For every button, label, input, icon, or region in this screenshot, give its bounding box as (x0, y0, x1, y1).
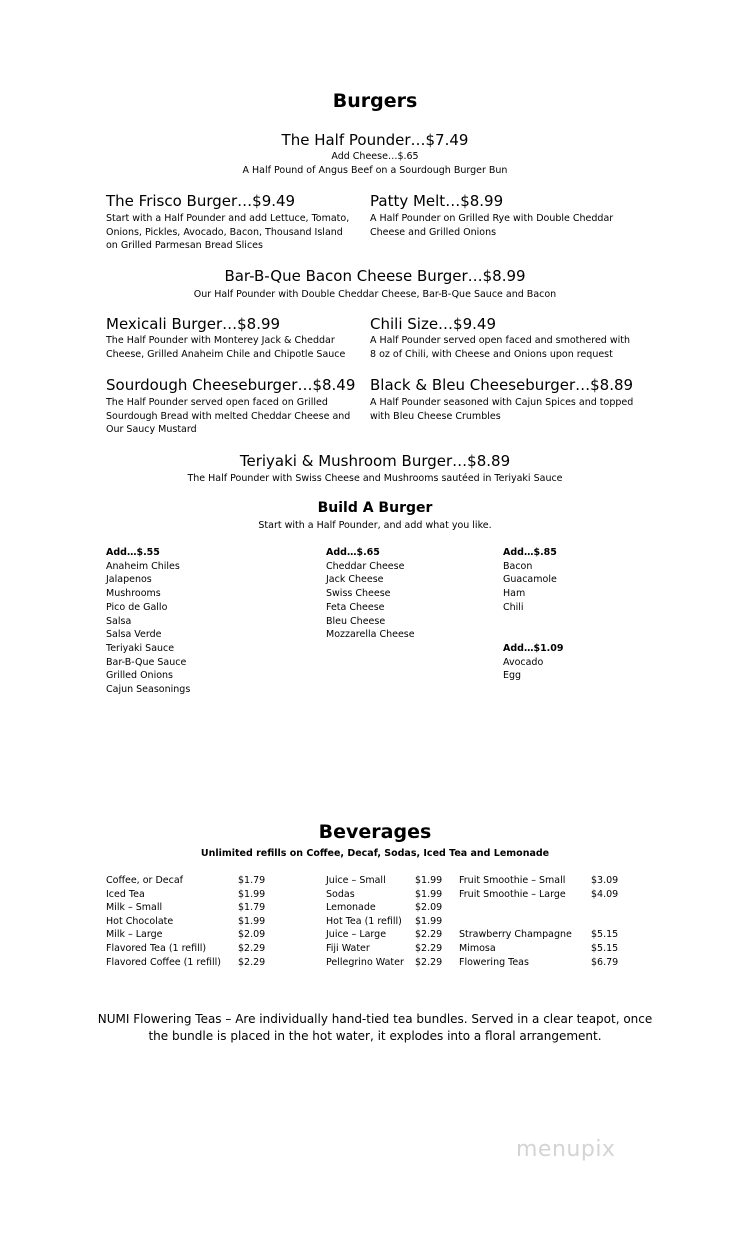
beverage-price: $3.09 (591, 875, 619, 886)
sourdough-title: Sourdough Cheeseburger…$8.49 (106, 376, 356, 394)
addon-item: Mushrooms (106, 588, 161, 600)
addon-item: Avocado (503, 656, 544, 668)
beverages-title: Beverages (318, 821, 432, 843)
frisco-desc: Start with a Half Pounder and add Lettuce, Tomato, Onions, Pickles, Avocado, Bacon, Thousand Island on Grilled Parmesan Bread Slices (106, 213, 350, 252)
chili-size-title: Chili Size…$9.49 (370, 315, 496, 333)
addon-item: Jack Cheese (326, 574, 384, 586)
beverage-name: Iced Tea (106, 888, 145, 900)
beverage-name: Mimosa (459, 942, 496, 954)
beverage-name: Pellegrino Water (326, 956, 404, 968)
beverage-name: Strawberry Champagne (459, 929, 572, 941)
beverage-row (326, 915, 446, 929)
addon-item: Pico de Gallo (106, 601, 168, 613)
addon-item: Jalapenos (106, 574, 152, 586)
beverage-price: $5.15 (591, 929, 619, 941)
beverage-row (106, 915, 276, 929)
bbq-burger-desc: Our Half Pounder with Double Cheddar Cheese, Bar-B-Que Sauce and Bacon (193, 289, 557, 300)
beverage-price: $1.79 (238, 902, 266, 914)
addon-item: Salsa Verde (106, 629, 162, 641)
beverage-row (459, 888, 629, 902)
half-pounder-title: The Half Pounder…$7.49 (281, 131, 469, 149)
beverage-row (106, 928, 276, 942)
addon-item: Bar-B-Que Sauce (106, 656, 187, 668)
addon-item: Mozzarella Cheese (326, 629, 415, 641)
addon-col-3 (503, 546, 557, 615)
teriyaki-desc: The Half Pounder with Swiss Cheese and Mushrooms sautéed in Teriyaki Sauce (187, 473, 563, 484)
beverage-name: Fruit Smoothie – Small (459, 875, 566, 886)
beverage-row (106, 956, 276, 970)
addon-col-4-head: Add…$1.09 (503, 643, 564, 654)
beverage-row (326, 928, 446, 942)
beverage-price: $1.99 (415, 888, 443, 900)
flowering-tea-note-line-2: the bundle is placed in the hot water, it explodes into a floral arrangement. (148, 1029, 602, 1043)
beverage-name: Hot Chocolate (106, 915, 174, 927)
addon-item: Salsa (106, 615, 132, 627)
beverage-price: $2.09 (238, 929, 266, 941)
build-subtitle: Start with a Half Pounder, and add what you like. (258, 520, 492, 531)
black-bleu-desc: A Half Pounder seasoned with Cajun Spices and topped with Bleu Cheese Crumbles (370, 397, 634, 422)
black-bleu-title: Black & Bleu Cheeseburger…$8.89 (370, 376, 634, 394)
addon-col-2-head: Add…$.65 (326, 547, 380, 558)
beverage-name: Juice – Large (326, 929, 387, 941)
beverage-row (106, 942, 276, 956)
beverage-row (326, 901, 446, 915)
beverage-name: Flavored Tea (1 refill) (106, 942, 207, 954)
chili-size-desc: A Half Pounder served open faced and smothered with 8 oz of Chili, with Cheese and Onions upon request (370, 335, 631, 360)
beverage-name: Sodas (326, 888, 355, 900)
beverage-price: $2.29 (238, 956, 266, 968)
beverage-row (326, 888, 446, 902)
beverage-name: Flowering Teas (459, 956, 529, 968)
build-title: Build A Burger (317, 500, 433, 516)
half-pounder-desc: A Half Pound of Angus Beef on a Sourdough Burger Bun (242, 165, 508, 176)
addon-item: Ham (503, 588, 526, 600)
addon-item: Egg (503, 670, 522, 682)
beverage-row (459, 956, 629, 970)
beverage-row (459, 901, 629, 915)
addon-item: Cajun Seasonings (106, 684, 191, 696)
beverage-row (459, 928, 629, 942)
sourdough-desc: The Half Pounder served open faced on Grilled Sourdough Bread with melted Cheddar Cheese and Our Saucy Mustard (106, 397, 351, 436)
beverage-name: Fruit Smoothie – Large (459, 888, 566, 900)
beverage-name: Fiji Water (326, 942, 370, 954)
beverage-name: Coffee, or Decaf (106, 875, 184, 886)
beverage-price: $4.09 (591, 888, 619, 900)
beverage-row (106, 874, 276, 888)
beverage-price: $2.29 (415, 942, 443, 954)
beverage-name: Lemonade (326, 902, 376, 914)
beverage-row (326, 942, 446, 956)
addon-item: Grilled Onions (106, 670, 174, 682)
teriyaki-title: Teriyaki & Mushroom Burger…$8.89 (239, 452, 511, 470)
beverage-price: $1.79 (238, 875, 266, 886)
mexicali-title: Mexicali Burger…$8.99 (106, 315, 281, 333)
beverage-col-1 (106, 874, 276, 969)
addon-item: Bacon (503, 560, 533, 572)
beverage-price: $6.79 (591, 956, 619, 968)
beverage-col-2 (326, 874, 446, 969)
addon-item: Guacamole (503, 574, 557, 586)
addon-col-4 (503, 642, 564, 683)
addon-item: Bleu Cheese (326, 615, 386, 627)
addon-col-1-head: Add…$.55 (106, 547, 160, 558)
addon-item: Teriyaki Sauce (106, 642, 175, 654)
patty-melt-title: Patty Melt…$8.99 (370, 192, 504, 210)
beverage-row (106, 901, 276, 915)
addon-item: Feta Cheese (326, 601, 385, 613)
frisco-title: The Frisco Burger…$9.49 (106, 192, 296, 210)
beverage-price: $2.29 (415, 929, 443, 941)
beverage-price: $2.29 (415, 956, 443, 968)
beverages-subtitle: Unlimited refills on Coffee, Decaf, Sodas, Iced Tea and Lemonade (200, 848, 550, 859)
beverage-price: $5.15 (591, 942, 619, 954)
beverage-row (326, 956, 446, 970)
beverage-name: Milk – Large (106, 929, 163, 941)
beverage-name: Juice – Small (326, 875, 386, 886)
beverage-row (459, 874, 629, 888)
addon-item: Chili (503, 601, 524, 613)
half-pounder-addon: Add Cheese…$.65 (331, 151, 419, 162)
beverage-price: $1.99 (415, 875, 443, 886)
beverage-price: $1.99 (238, 888, 266, 900)
beverage-col-3 (459, 874, 629, 969)
addon-col-1 (106, 546, 190, 697)
patty-melt-desc: A Half Pounder on Grilled Rye with Double Cheddar Cheese and Grilled Onions (370, 213, 614, 238)
flowering-tea-note-line-1: NUMI Flowering Teas – Are individually hand-tied tea bundles. Served in a clear teapot, once (97, 1012, 653, 1026)
addon-col-2 (326, 546, 415, 642)
beverage-name: Hot Tea (1 refill) (326, 915, 402, 927)
beverage-price: $1.99 (415, 915, 443, 927)
beverage-price: $2.09 (415, 902, 443, 914)
beverage-row (459, 915, 629, 929)
beverage-price: $1.99 (238, 915, 266, 927)
beverage-name: Milk – Small (106, 902, 163, 914)
addon-item: Anaheim Chiles (106, 560, 180, 572)
mexicali-desc: The Half Pounder with Monterey Jack & Cheddar Cheese, Grilled Anaheim Chile and Chipotle Sauce (106, 335, 346, 360)
addon-item: Swiss Cheese (326, 588, 391, 600)
beverage-price: $2.29 (238, 942, 266, 954)
watermark-logo: menupix (516, 1137, 616, 1162)
addon-col-3-head: Add…$.85 (503, 547, 557, 558)
burgers-title: Burgers (332, 90, 418, 112)
bbq-burger-title: Bar-B-Que Bacon Cheese Burger…$8.99 (224, 267, 526, 285)
beverage-row (459, 942, 629, 956)
beverage-row (106, 888, 276, 902)
addon-item: Cheddar Cheese (326, 560, 405, 572)
beverage-name: Flavored Coffee (1 refill) (106, 956, 221, 968)
beverage-row (326, 874, 446, 888)
